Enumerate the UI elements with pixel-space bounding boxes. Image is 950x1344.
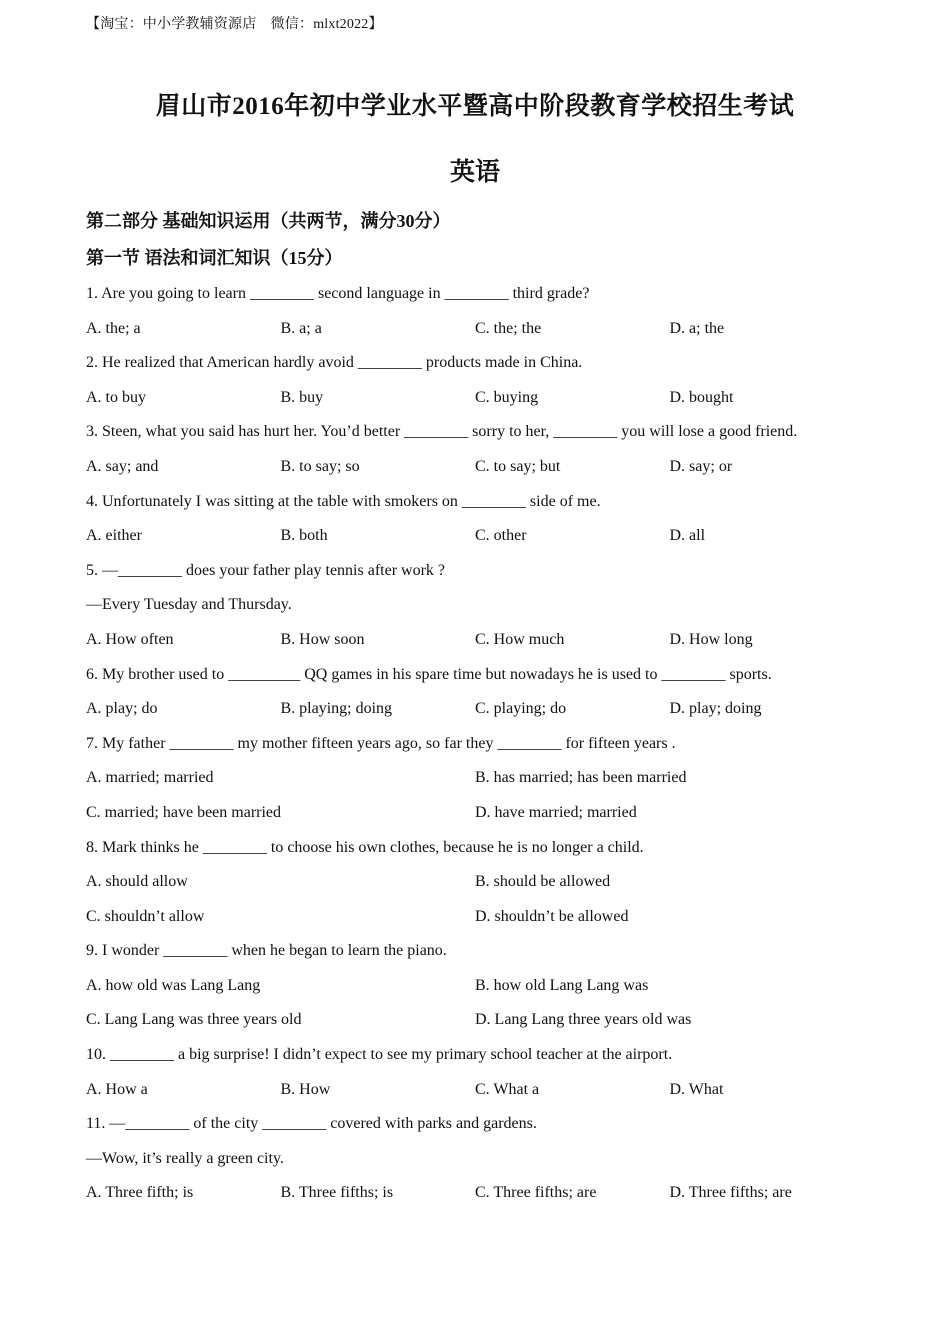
question-options: [86, 519, 866, 554]
option-c: C. buying: [475, 388, 539, 406]
question-stem-reply: —Wow, it’s really a green city.: [86, 1149, 284, 1167]
option-b: B. playing; doing: [280, 700, 393, 718]
option-b: B. how old Lang Lang was: [475, 976, 649, 994]
option-d: D. shouldn’t be allowed: [475, 907, 629, 925]
option-b: B. to say; so: [280, 457, 360, 475]
doc-title: 眉山市2016年初中学业水平暨高中阶段教育学校招生考试: [155, 93, 795, 120]
question: [86, 1107, 866, 1211]
option-a: A. how old was Lang Lang: [86, 976, 261, 994]
question-stem: 5. —________ does your father play tennis after work ?: [86, 561, 446, 579]
option-d: D. play; doing: [669, 700, 762, 718]
question: [86, 934, 866, 1038]
question-options: [86, 450, 866, 485]
option-a: A. the; a: [86, 319, 141, 337]
question-stem: 10. ________ a big surprise! I didn’t expect to see my primary school teacher at the airport.: [86, 1046, 673, 1064]
option-c: C. Three fifths; are: [475, 1184, 597, 1202]
question-options: [86, 761, 866, 796]
option-c: C. How much: [475, 630, 565, 648]
question-options: [86, 1073, 866, 1108]
question-options: [86, 796, 866, 831]
option-c: C. to say; but: [475, 457, 561, 475]
question-stem: 9. I wonder ________ when he began to learn the piano.: [86, 942, 447, 960]
option-d: D. all: [669, 527, 706, 545]
question: [86, 658, 866, 727]
question-options: [86, 1003, 866, 1038]
option-a: A. married; married: [86, 769, 214, 787]
question: [86, 346, 866, 415]
option-a: A. to buy: [86, 388, 146, 406]
option-c: C. shouldn’t allow: [86, 907, 205, 925]
option-b: B. has married; has been married: [475, 769, 687, 787]
question-options: [86, 623, 866, 658]
option-b: B. Three fifths; is: [280, 1184, 394, 1202]
section-heading: 第一节 语法和词汇知识（15分）: [86, 248, 343, 268]
header-note: 【淘宝：中小学教辅资源店 微信：mlxt2022】: [86, 17, 383, 32]
question-stem: 4. Unfortunately I was sitting at the table with smokers on ________ side of me.: [86, 492, 601, 510]
option-d: D. How long: [669, 630, 753, 648]
option-d: D. say; or: [669, 457, 733, 475]
option-a: A. should allow: [86, 873, 188, 891]
question-stem: 6. My brother used to _________ QQ games in his spare time but nowadays he is used to ________ sports.: [86, 665, 772, 683]
question: [86, 727, 866, 831]
option-b: B. a; a: [280, 319, 322, 337]
question-options: [86, 312, 866, 347]
question-options: [86, 865, 866, 900]
option-a: A. play; do: [86, 700, 158, 718]
question-stem-reply: —Every Tuesday and Thursday.: [86, 596, 292, 614]
question-stem: 2. He realized that American hardly avoid ________ products made in China.: [86, 354, 583, 372]
option-d: D. have married; married: [475, 803, 637, 821]
option-d: D. bought: [669, 388, 734, 406]
question: [86, 554, 866, 658]
option-b: B. both: [280, 527, 328, 545]
option-d: D. Three fifths; are: [669, 1184, 792, 1202]
question: [86, 831, 866, 935]
question: [86, 485, 866, 554]
question-stem: 1. Are you going to learn ________ second language in ________ third grade?: [86, 285, 590, 302]
option-a: A. either: [86, 527, 142, 545]
option-a: A. How a: [86, 1080, 148, 1098]
question-stem: 8. Mark thinks he ________ to choose his own clothes, because he is no longer a child.: [86, 838, 644, 856]
option-c: C. What a: [475, 1080, 540, 1098]
option-c: C. Lang Lang was three years old: [86, 1011, 302, 1029]
option-a: A. say; and: [86, 457, 159, 475]
option-b: B. should be allowed: [475, 873, 611, 891]
option-b: B. How: [280, 1080, 331, 1098]
option-d: D. a; the: [669, 319, 725, 337]
question: [86, 277, 866, 346]
option-c: C. other: [475, 527, 527, 545]
question-stem: 11. —________ of the city ________ covered with parks and gardens.: [86, 1115, 537, 1133]
option-d: D. What: [669, 1080, 724, 1098]
option-b: B. How soon: [280, 630, 365, 648]
option-c: C. married; have been married: [86, 803, 282, 821]
option-a: A. How often: [86, 630, 174, 648]
option-c: C. the; the: [475, 319, 542, 337]
option-a: A. Three fifth; is: [86, 1184, 194, 1202]
question-stem: 7. My father ________ my mother fifteen years ago, so far they ________ for fifteen years .: [86, 734, 676, 752]
question-options: [86, 1176, 866, 1211]
question-stem: 3. Steen, what you said has hurt her. You’d better ________ sorry to her, ________ you will lose a good friend.: [86, 423, 798, 441]
doc-subject: 英语: [449, 159, 500, 186]
option-c: C. playing; do: [475, 700, 567, 718]
question: [86, 1038, 866, 1107]
question-options: [86, 381, 866, 416]
option-d: D. Lang Lang three years old was: [475, 1011, 692, 1029]
question-options: [86, 692, 866, 727]
question: [86, 415, 866, 484]
exam-content: [86, 203, 866, 1211]
option-b: B. buy: [280, 388, 324, 406]
question-options: [86, 969, 866, 1004]
part-heading: 第二部分 基础知识运用（共两节，满分30分）: [86, 211, 451, 231]
question-options: [86, 900, 866, 935]
